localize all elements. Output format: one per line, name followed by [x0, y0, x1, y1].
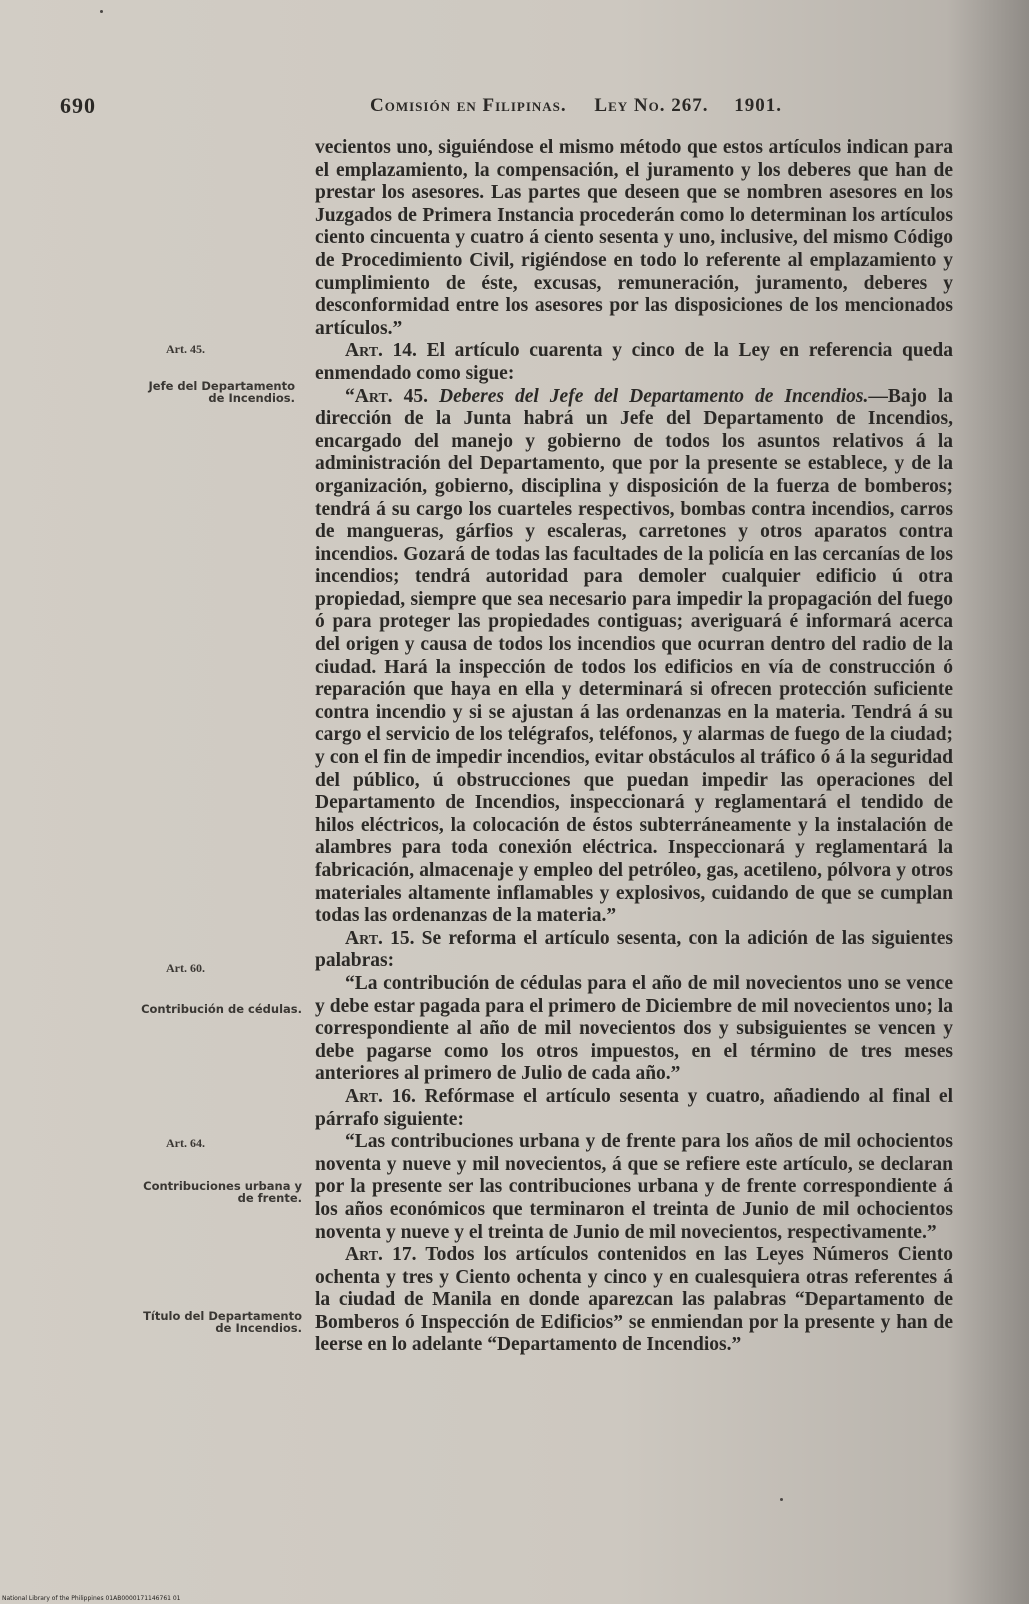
- margin-note-art45: Art. 45.: [166, 342, 205, 356]
- art15-text: Se reforma el artículo sesenta, con la adición de las siguientes palabras:: [315, 927, 954, 972]
- paragraph-continuation: vecientos uno, siguiéndose el mismo método que estos artículos indican para el emplazamiento, la compensación, el juramento y los deberes que han de prestar los asesores. Las partes que deseen que se nombren asesores en los Juzgados de Primera Instancia procederán como lo determinan los artículos ciento cincuenta y cuatro á ciento sesenta y uno, inclusive, del mismo Código de Procedimiento Civil, rigiéndose en todo lo referente al emplazamiento y cumplimiento de éste, excusas, remuneración, juramento, deberes y desconformidad entre los asesores por las disposiciones de los mencionados artículos.”: [315, 137, 953, 339]
- margin-note-jefe: Jefe del Departamento de Incendios.: [148, 379, 295, 405]
- paragraph-art16-quote: “Las contribuciones urbana y de frente para los años de mil ochocientos noventa y nueve y mil novecientos, á que se refiere este artículo, se declaran por la presente ser las contribuciones urbana y de frente correspondiente á los años económicos que terminaron el treinta de Junio de mil ochocientos noventa y nueve y el treinta de Junio de mil novecientos, respectivamente.”: [315, 1131, 953, 1243]
- art14-label: Art. 14.: [345, 340, 417, 362]
- margin-note-titulo: Título del Departamento de Incendios.: [143, 1309, 302, 1335]
- paragraph-art45: [315, 386, 953, 928]
- paragraph-art15: [315, 928, 953, 973]
- body-text: [315, 137, 953, 1357]
- art16-text: Refórmase el artículo sesenta y cuatro, añadiendo al final el párrafo siguiente:: [315, 1085, 954, 1130]
- margin-note-urbana: Contribuciones urbana y de frente.: [143, 1179, 302, 1205]
- art17-text: Todos los artículos contenidos en las Leyes Números Ciento ochenta y tres y Ciento ochenta y cinco y en cualesquiera otras referentes á la ciudad de Manila en donde aparezcan las palabras “Departamento de Bomberos ó Inspección de Edificios” se enmiendan por la presente y han de leerse en lo adelante “Departamento de Incendios.”: [315, 1244, 953, 1356]
- law-number: Ley No. 267.: [594, 95, 709, 116]
- margin-note-art64: Art. 64.: [166, 1136, 205, 1150]
- year: 1901.: [734, 95, 782, 116]
- art45-heading: Deberes del Jefe del Departamento de Incendios.: [439, 385, 869, 407]
- ink-speck: [780, 1498, 783, 1501]
- paragraph-art14: [315, 340, 953, 385]
- running-title: Comisión en Filipinas.: [370, 95, 567, 116]
- paragraph-art16: [315, 1086, 953, 1131]
- art16-label: Art. 16.: [345, 1085, 416, 1107]
- ink-speck: [100, 10, 103, 13]
- footer-scan-label: National Library of the Philippines 01AB0000171146761 01: [2, 1595, 181, 1602]
- art15-label: Art. 15.: [345, 927, 415, 949]
- art45-lead: —Bajo: [868, 385, 927, 407]
- margin-note-art60: Art. 60.: [166, 961, 205, 975]
- running-head: [370, 95, 782, 117]
- margin-note-cedulas: Contribución de cédulas.: [141, 1002, 302, 1016]
- paragraph-art15-quote: “La contribución de cédulas para el año de mil novecientos uno se vence y debe estar pagada para el primero de Diciembre de mil novecientos uno; la correspondiente al año de mil novecientos dos y subsiguientes se vencen y debe pagarse como los otros impuestos, en el término de tres meses anteriores al primero de Julio de cada año.”: [315, 972, 953, 1085]
- art14-text: El artículo cuarenta y cinco de la Ley en referencia queda enmendado como sigue:: [315, 340, 953, 384]
- art45-text: la dirección de la Junta habrá un Jefe del Departamento de Incendios, encargado del manejo y gobierno de todos los asuntos relativos á la administración del Departamento, que por la presente se establece, y de la organización, gobierno, disciplina y disposición de la fuerza de bomberos; tendrá á su cargo los cuarteles respectivos, bombas contra incendios, carros de mangueras, gárfios y escaleras, carretones y otros aparatos contra incendios. Gozará de todas las facultades de la policía en las cercanías de los incendios; tendrá autoridad para demoler cualquier edificio ú otra propiedad, siempre que sea necesario para impedir la propagación del fuego ó para proteger las propiedades contiguas; averiguará é informará acerca del origen y causa de todos los incendios que ocurran dentro del radio de la ciudad. Hará la inspección de todos los edificios en vía de construcción ó reparación que haya en ella y determinará si ofrecen protección suficiente contra incendio y si se ajustan á las ordenanzas en la materia. Tendrá á su cargo el servicio de los telégrafos, teléfonos, y alarmas de fuego de la ciudad; y con el fin de impedir incendios, evitar obstáculos al tráfico ó á la seguridad del público, ú obstrucciones que puedan impedir las operaciones del Departamento de Incendios, inspeccionará y reglamentará el tendido de hilos eléctricos, la colocación de éstos subterráneamente y la instalación de alambres para toda conexión eléctrica. Inspeccionará y reglamentará la fabricación, almacenaje y empleo del petróleo, gas, acetileno, pólvora y otros materiales altamente inflamables y explosivos, cuidando de que se cumplan todas las ordenanzas de la materia.”: [315, 385, 954, 927]
- paragraph-art17: [315, 1244, 953, 1357]
- page-number: 690: [60, 93, 96, 118]
- art45-label: “Art. 45.: [345, 385, 429, 407]
- art17-label: Art. 17.: [345, 1244, 417, 1266]
